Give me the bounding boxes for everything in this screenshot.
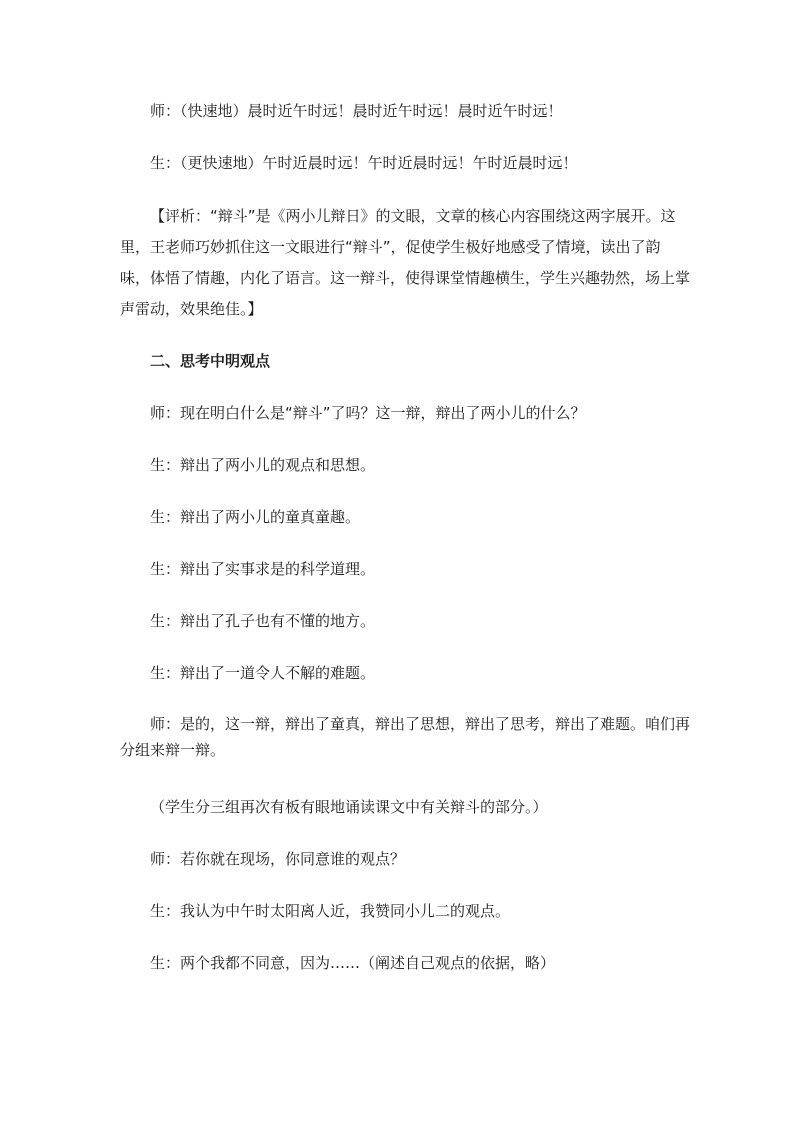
dialogue-teacher-1: 师：（快速地）晨时近午时远！晨时近午时远！晨时近午时远！	[150, 102, 563, 120]
dialogue-student-2: 生：辩出了两小儿的观点和思想。	[150, 456, 376, 474]
dialogue-teacher-4: 师：若你就在现场，你同意谁的观点？	[150, 850, 406, 868]
dialogue-student-4: 生：辩出了实事求是的科学道理。	[150, 560, 376, 578]
dialogue-student-1: 生：（更快速地）午时近晨时远！午时近晨时远！午时近晨时远！	[150, 154, 578, 172]
dialogue-teacher-3: 师：是的，这一辩，辩出了童真，辩出了思想，辩出了思考，辩出了难题。咱们再分组来辩一辩。	[120, 715, 691, 759]
stage-direction: （学生分三组再次有板有眼地诵读课文中有关辩斗的部分。）	[150, 798, 548, 816]
dialogue-student-7: 生：我认为中午时太阳离人近，我赞同小儿二的观点。	[150, 902, 511, 920]
dialogue-teacher-2: 师：现在明白什么是“辩斗”了吗？这一辩，辩出了两小儿的什么？	[150, 404, 586, 422]
commentary-paragraph: 【评析：“辩斗”是《两小儿辩日》的文眼，文章的核心内容围绕这两字展开。这里，王老师巧妙抓住这一文眼进行“辩斗”，促使学生极好地感受了情境，读出了韵味，体悟了情趣，内化了语言。这一辩斗，使得课堂情趣横生，学生兴趣勃然，场上掌声雷动，效果绝佳。】	[120, 207, 691, 318]
dialogue-student-5: 生：辩出了孔子也有不懂的地方。	[150, 612, 376, 630]
dialogue-student-8: 生：两个我都不同意，因为……（阐述自己观点的依据，略）	[150, 954, 556, 972]
section-heading: 二、思考中明观点	[150, 352, 271, 370]
dialogue-student-6: 生：辩出了一道令人不解的难题。	[150, 664, 376, 682]
dialogue-student-3: 生：辩出了两小儿的童真童趣。	[150, 508, 361, 526]
